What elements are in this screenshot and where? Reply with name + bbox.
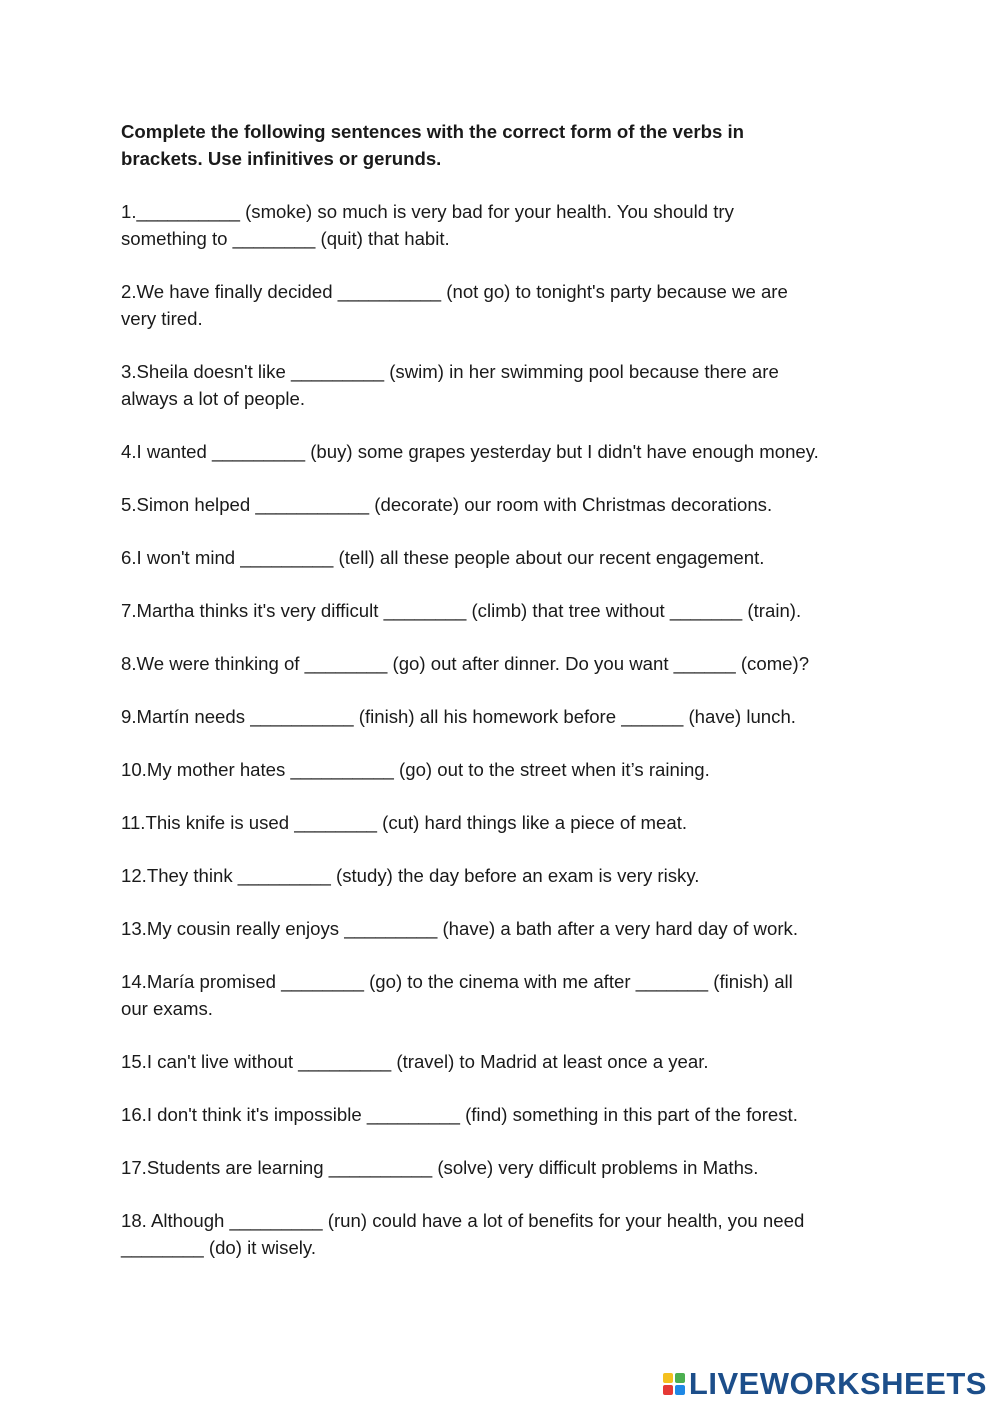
exercise-item-5: 5.Simon helped ___________ (decorate) our room with Christmas decorations.: [121, 494, 773, 515]
logo-tile-blue: [675, 1385, 685, 1395]
exercise-item-17: 17.Students are learning __________ (solve) very difficult problems in Maths.: [121, 1157, 759, 1178]
exercise-item-6: 6.I won't mind _________ (tell) all these people about our recent engagement.: [121, 547, 765, 568]
liveworksheets-logo: [663, 1364, 987, 1404]
worksheet-page: [121, 118, 891, 1287]
exercise-item-8: 8.We were thinking of ________ (go) out after dinner. Do you want ______ (come)?: [121, 653, 810, 674]
exercise-item-3: 3.Sheila doesn't like _________ (swim) in her swimming pool because there are always a lot of people.: [121, 361, 779, 409]
exercise-item-7: 7.Martha thinks it's very difficult ________ (climb) that tree without _______ (train).: [121, 600, 802, 621]
exercise-item-9: 9.Martín needs __________ (finish) all his homework before ______ (have) lunch.: [121, 706, 796, 727]
liveworksheets-logo-icon: [663, 1373, 685, 1395]
instructions-heading: Complete the following sentences with the correct form of the verbs in brackets. Use infinitives or gerunds.: [121, 121, 744, 169]
exercise-item-11: 11.This knife is used ________ (cut) hard things like a piece of meat.: [121, 812, 688, 833]
exercise-item-16: 16.I don't think it's impossible _________ (find) something in this part of the forest.: [121, 1104, 798, 1125]
exercise-item-10: 10.My mother hates __________ (go) out to the street when it’s raining.: [121, 759, 710, 780]
exercise-item-15: 15.I can't live without _________ (travel) to Madrid at least once a year.: [121, 1051, 709, 1072]
logo-tile-green: [675, 1373, 685, 1383]
exercise-item-14: 14.María promised ________ (go) to the cinema with me after _______ (finish) all our exams.: [121, 971, 793, 1019]
exercise-item-12: 12.They think _________ (study) the day before an exam is very risky.: [121, 865, 700, 886]
logo-wordmark: LIVEWORKSHEETS: [688, 1366, 987, 1401]
exercise-item-13: 13.My cousin really enjoys _________ (have) a bath after a very hard day of work.: [121, 918, 798, 939]
exercise-item-2: 2.We have finally decided __________ (not go) to tonight's party because we are very tired.: [121, 281, 788, 329]
exercise-item-1: 1.__________ (smoke) so much is very bad for your health. You should try something to ________ (quit) that habit.: [121, 201, 734, 249]
exercise-item-18: 18. Although _________ (run) could have a lot of benefits for your health, you need ________ (do) it wisely.: [121, 1210, 805, 1258]
logo-tile-red: [663, 1385, 673, 1395]
logo-tile-yellow: [663, 1373, 673, 1383]
exercise-item-4: 4.I wanted _________ (buy) some grapes yesterday but I didn't have enough money.: [121, 441, 819, 462]
